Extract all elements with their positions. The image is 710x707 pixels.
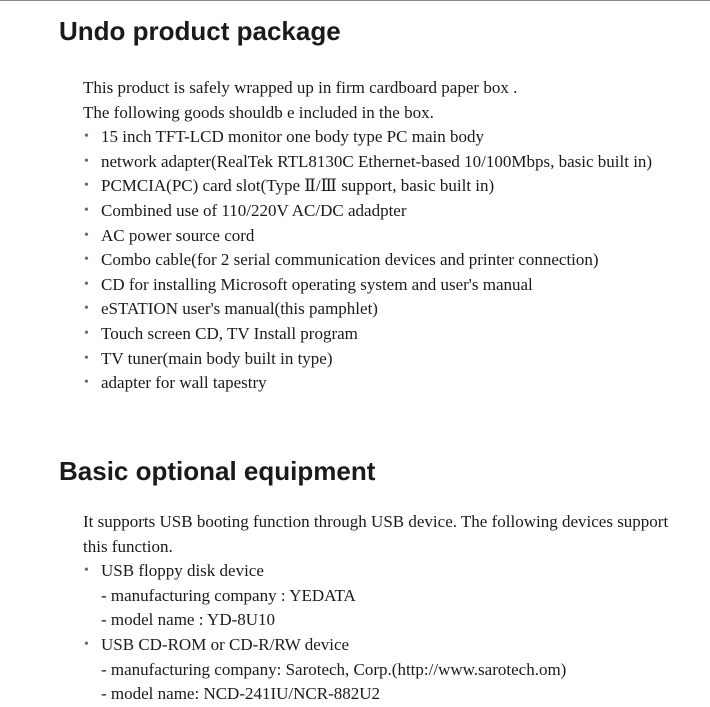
list-item: • Combo cable(for 2 serial communication devices and printer connection) xyxy=(83,248,703,273)
device-model: - model name: NCD-241IU/NCR-882U2 xyxy=(101,684,381,704)
list-item: • Touch screen CD, TV Install program xyxy=(83,322,703,347)
device-manufacturer: - manufacturing company: Sarotech, Corp.(http://www.sarotech.om) xyxy=(101,659,567,679)
package-contents-list xyxy=(83,125,703,396)
package-intro-line-2: The following goods shouldb e included in the box. xyxy=(83,102,434,122)
list-item: • AC power source cord xyxy=(83,224,703,249)
device-model: - model name : YD-8U10 xyxy=(101,610,276,630)
optional-equipment-intro: It supports USB booting function through USB device. The following devices support this function. xyxy=(83,512,669,556)
list-item: • Combined use of 110/220V AC/DC adadpter xyxy=(83,199,703,224)
list-item: • eSTATION user's manual(this pamphlet) xyxy=(83,297,703,322)
optional-equipment-section-body xyxy=(83,510,703,707)
list-item: • CD for installing Microsoft operating system and user's manual xyxy=(83,273,703,298)
list-item: • network adapter(RealTek RTL8130C Ethernet-based 10/100Mbps, basic built in) xyxy=(83,150,703,175)
list-item: • TV tuner(main body built in type) xyxy=(83,347,703,372)
device-item-cdrom xyxy=(83,633,703,707)
list-item: • adapter for wall tapestry xyxy=(83,371,703,396)
device-manufacturer: - manufacturing company : YEDATA xyxy=(101,585,356,605)
list-item: • 15 inch TFT-LCD monitor one body type PC main body xyxy=(83,125,703,150)
device-item-floppy xyxy=(83,559,703,633)
package-section-body xyxy=(83,76,703,396)
section-title-optional-equipment: Basic optional equipment xyxy=(59,456,376,486)
device-name: USB floppy disk device xyxy=(101,561,264,581)
device-name: USB CD-ROM or CD-R/RW device xyxy=(101,634,350,654)
package-intro-line-1: This product is safely wrapped up in firm cardboard paper box . xyxy=(83,78,518,97)
top-rule xyxy=(0,0,710,1)
section-title-package: Undo product package xyxy=(59,16,341,46)
list-item: • PCMCIA(PC) card slot(Type Ⅱ/Ⅲ support, basic built in) xyxy=(83,174,703,199)
usb-device-list xyxy=(83,559,703,707)
